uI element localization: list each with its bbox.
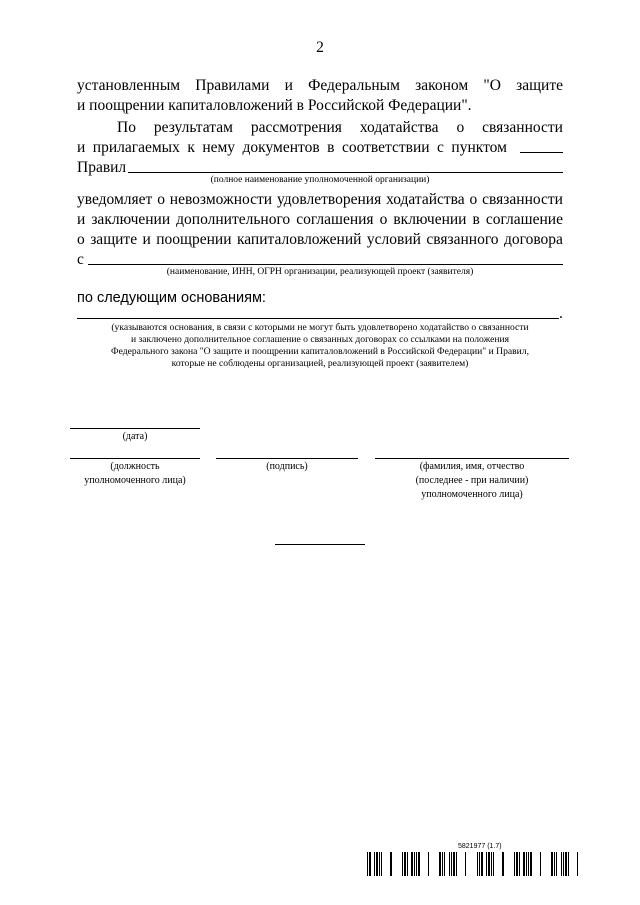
word: уведомляет (77, 191, 153, 208)
word: поощрении (156, 231, 232, 248)
para3-line1 (77, 190, 563, 210)
barcode-bar (565, 852, 567, 876)
barcode-bar (554, 852, 555, 876)
position-line (70, 458, 200, 459)
para3-line2 (77, 210, 563, 230)
word: защите (90, 231, 138, 248)
caption-grounds (77, 322, 563, 370)
barcode-bar (414, 852, 415, 876)
barcode-bar (456, 852, 457, 876)
barcode-bar (479, 852, 480, 876)
barcode-bar (526, 852, 527, 876)
word: "О (483, 77, 501, 94)
barcode-bar (444, 852, 445, 876)
word: соглашения (296, 211, 374, 228)
barcode-bar (551, 852, 553, 876)
barcode-bar (442, 852, 443, 876)
word: о (77, 231, 85, 248)
word: установленным (77, 77, 181, 94)
caption-line: уполномоченного лица) (421, 489, 523, 500)
para2-line2 (77, 138, 507, 158)
word: защите (516, 77, 563, 94)
applicant-name-blank (88, 264, 563, 265)
word: связанности (482, 119, 563, 136)
barcode-bar (481, 852, 483, 876)
barcode-bar (374, 852, 375, 876)
caption-line: (фамилия, имя, отчество (419, 461, 525, 472)
word: включении (393, 211, 467, 228)
para3-line4-prefix: с (77, 251, 84, 268)
barcode-bar (449, 852, 450, 876)
barcode-bar (416, 852, 417, 876)
barcode-bar (577, 852, 578, 876)
caption-line: уполномоченного лица) (84, 475, 186, 486)
caption-line: (должность (110, 461, 160, 472)
grounds-label: по следующим основаниям: (77, 290, 266, 306)
word: договора (503, 231, 563, 248)
word: к (187, 139, 195, 156)
word: в (327, 139, 335, 156)
word: о (379, 211, 388, 228)
para2-line1 (117, 118, 563, 138)
name-line (375, 458, 569, 459)
caption-line: (указываются основания, в связи с которыми не могут быть удовлетворено ходатайство о связанности (111, 322, 529, 333)
grounds-period: . (559, 305, 563, 322)
word: ходатайства (386, 191, 465, 208)
word: законом (415, 77, 469, 94)
barcode-bar (453, 852, 455, 876)
caption-line: которые не соблюдены организацией, реализующей проект (заявителем) (171, 358, 469, 369)
barcode-bar (376, 852, 378, 876)
date-line (70, 428, 200, 429)
word: капиталовложений (236, 231, 362, 248)
grounds-blank (77, 318, 559, 319)
word: и (142, 231, 151, 248)
word: и (284, 77, 293, 94)
word: соглашение (485, 211, 563, 228)
barcode-bar (540, 852, 541, 876)
barcode-bar (528, 852, 529, 876)
word: По (117, 119, 136, 136)
word: рассмотрения (250, 119, 342, 136)
word: результатам (153, 119, 233, 136)
barcode-bar (523, 852, 525, 876)
para2-line3-prefix: Правил (77, 159, 127, 176)
page-number: 2 (316, 39, 324, 56)
barcode-bar (418, 852, 420, 876)
barcode-bar (379, 852, 380, 876)
word: о (157, 191, 165, 208)
word: прилагаемых (92, 139, 180, 156)
barcode-bar (530, 852, 532, 876)
barcode-bar (563, 852, 564, 876)
barcode-bar (390, 852, 392, 876)
word: пунктом (451, 139, 507, 156)
barcode-bar (465, 852, 466, 876)
barcode-bar (451, 852, 452, 876)
word: о (469, 191, 478, 208)
barcode-bar (411, 852, 413, 876)
signature-line (216, 458, 358, 459)
organization-name-blank (128, 172, 563, 173)
barcode-bar (519, 852, 520, 876)
barcode-bar (491, 852, 492, 876)
barcode-bar (556, 852, 557, 876)
caption-organization: (полное наименование уполномоченной организации) (210, 175, 430, 185)
barcode-bar (404, 852, 406, 876)
clause-number-blank (520, 152, 563, 153)
para3-line3 (77, 230, 563, 250)
word: Правилами (195, 77, 270, 94)
word: заключении (91, 211, 171, 228)
barcode-bar (367, 852, 368, 876)
word: в (472, 211, 480, 228)
caption-applicant: (наименование, ИНН, ОГРН организации, реализующей проект (заявителя) (166, 267, 474, 277)
word: соответствии (341, 139, 430, 156)
word: и (77, 139, 86, 156)
word: нему (202, 139, 236, 156)
barcode-bar (407, 852, 408, 876)
caption-date: (дата) (122, 431, 148, 442)
barcode-bar (477, 852, 478, 876)
word: документов (242, 139, 320, 156)
barcode-bar (568, 852, 569, 876)
barcode-bar (439, 852, 441, 876)
word: удовлетворения (276, 191, 382, 208)
end-separator (275, 544, 365, 545)
word: условий (366, 231, 421, 248)
barcode-bar (493, 852, 494, 876)
barcode-icon (367, 852, 587, 876)
barcode-bar (402, 852, 403, 876)
caption-line: и заключено дополнительное соглашение о связанных договорах со ссылками на положения (130, 334, 510, 345)
barcode-bar (428, 852, 429, 876)
para1-line2: и поощрении капиталовложений в Российской Федерации". (77, 97, 472, 114)
barcode-bar (488, 852, 490, 876)
word: невозможности (169, 191, 273, 208)
word: и (77, 211, 86, 228)
barcode-bar (502, 852, 504, 876)
word: дополнительного (176, 211, 291, 228)
barcode-bar (369, 852, 371, 876)
caption-signature: (подпись) (266, 461, 308, 472)
caption-line: Федерального закона "О защите и поощрении капиталовложений в Российской Федерации" и Правил, (110, 346, 529, 357)
caption-position (55, 460, 215, 488)
word: с (437, 139, 444, 156)
barcode-bar (514, 852, 515, 876)
word: связанности (482, 191, 563, 208)
barcode-bar (516, 852, 518, 876)
word: Федеральным (308, 77, 400, 94)
caption-name (375, 460, 569, 502)
barcode-bar (381, 852, 382, 876)
word: о (456, 119, 465, 136)
para1-line1 (77, 76, 563, 96)
barcode-text: 5821977 (1.7) (458, 843, 502, 850)
caption-line: (последнее - при наличии) (415, 475, 529, 486)
word: связанного (426, 231, 499, 248)
barcode-bar (561, 852, 562, 876)
barcode-bar (486, 852, 487, 876)
word: ходатайства (359, 119, 439, 136)
